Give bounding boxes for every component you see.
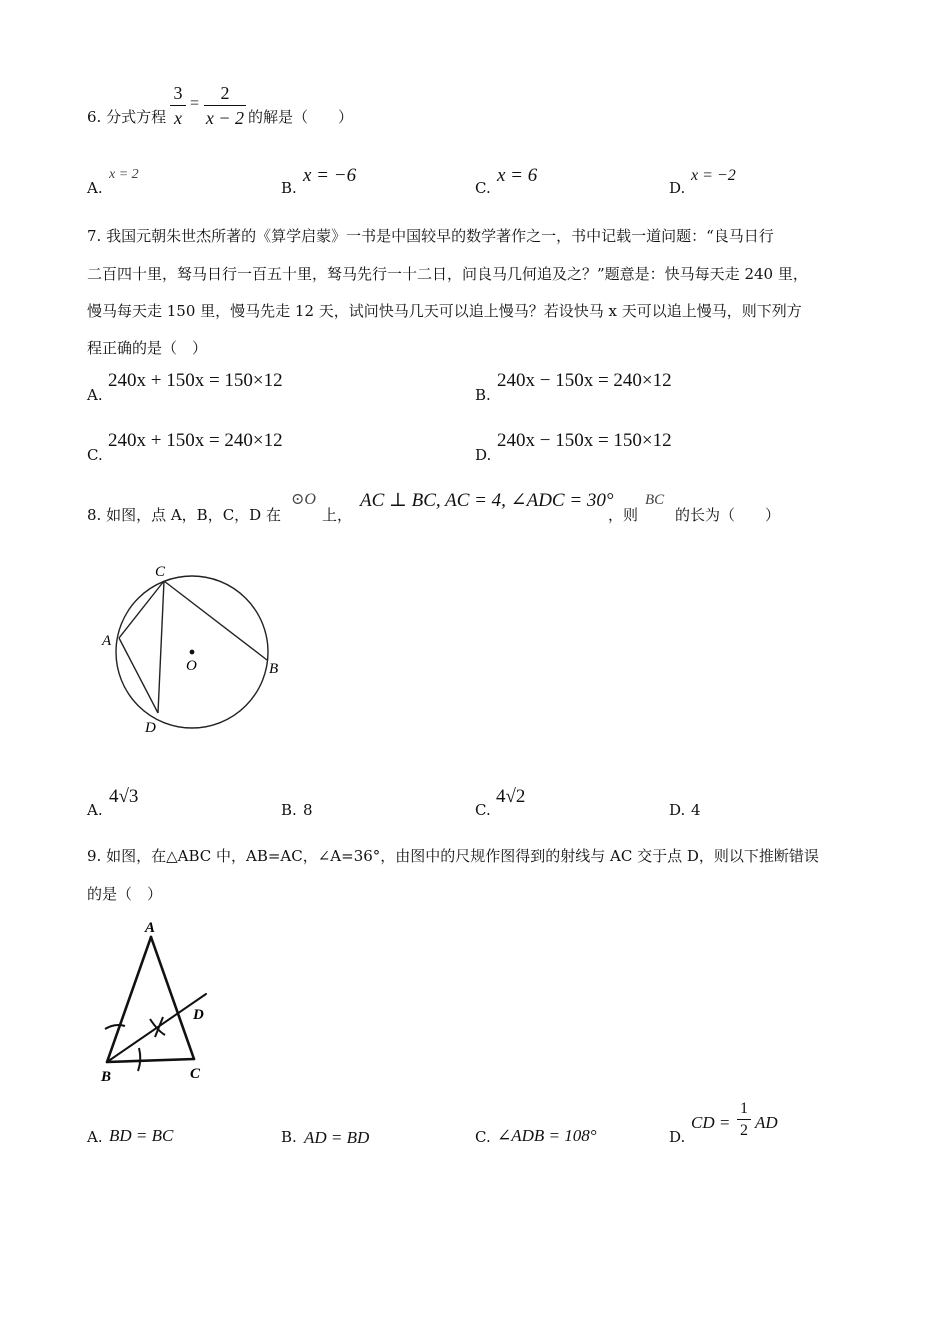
q6-stem-suffix: 的解是（ ） (248, 108, 354, 126)
q9-side-bc (107, 1059, 194, 1062)
q9-option-d-fraction: 1 2 (737, 1099, 751, 1140)
q9-label-d: D (193, 1007, 204, 1023)
q6-stem: 6. 分式方程 (87, 108, 167, 126)
q8-target: BC (645, 492, 665, 508)
q8-segment-ad (119, 638, 158, 713)
q9-option-b-value: AD = BD (304, 1128, 370, 1147)
q8-condition: AC ⊥ BC, AC = 4, ∠ADC = 30° (360, 490, 614, 511)
q8-option-c-value: 4√2 (496, 786, 526, 807)
q7-line-4: 程正确的是（ ） (87, 339, 208, 357)
q6-option-a-letter: A. (87, 179, 103, 197)
q8-stem-suffix: 的长为（ ） (675, 506, 781, 524)
q7-option-c-value: 240x + 150x = 240×12 (108, 430, 283, 451)
q7-option-a-letter: A. (87, 386, 103, 404)
q9-label-b: B (101, 1069, 112, 1085)
q9-option-d-letter: D. (669, 1128, 686, 1146)
q8-option-d-value: 4 (691, 801, 701, 819)
q6-option-b-letter: B. (281, 179, 297, 197)
q8-segment-ca (119, 581, 164, 638)
q8-on: 上， (322, 506, 353, 524)
q7-line-2: 二百四十里，驽马日行一百五十里，驽马先行一十二日，问良马几何追及之？”题意是：快马每天走 240 里， (87, 265, 808, 283)
q9-option-c-letter: C. (475, 1128, 491, 1146)
q9-option-c-value: ∠ADB = 108° (497, 1126, 597, 1145)
q7-option-b-value: 240x − 150x = 240×12 (497, 370, 672, 391)
q8-option-b-letter: B. (281, 801, 297, 819)
q6-fraction-left: 3 x (170, 82, 186, 129)
q6-fraction-right: 2 x − 2 (205, 83, 245, 128)
q8-option-a-letter: A. (87, 801, 103, 819)
q9-option-d-prefix: CD = (691, 1113, 731, 1132)
q6-option-a-value: x = 2 (109, 167, 139, 182)
q9-side-ac (151, 937, 194, 1059)
q6-option-c-letter: C. (475, 179, 491, 197)
q8-option-a-value: 4√3 (109, 786, 139, 807)
q9-option-b-letter: B. (281, 1128, 297, 1146)
q8-circle-symbol: ⊙O (291, 491, 316, 508)
q8-stem: 8. 如图，点 A，B，C，D 在 (87, 506, 281, 524)
q9-option-a-letter: A. (87, 1128, 103, 1146)
q8-segment-dc (158, 581, 164, 713)
q7-line-3: 慢马每天走 150 里，慢马先走 12 天，试问快马几天可以追上慢马？若设快马 x 天可以追上慢马，则下列方 (87, 302, 802, 320)
q9-arc-on-ab (105, 1025, 125, 1029)
q9-label-c: C (190, 1066, 201, 1082)
q7-option-c-letter: C. (87, 446, 103, 464)
q8-option-c-letter: C. (475, 801, 491, 819)
q6-option-d-letter: D. (669, 179, 686, 197)
q6-option-c-value: x = 6 (497, 165, 538, 186)
q8-then: ，则 (608, 506, 639, 524)
q8-center-dot (190, 650, 195, 655)
q8-label-a: A (102, 633, 112, 649)
q8-label-o: O (186, 658, 197, 674)
q9-line-2: 的是（ ） (87, 885, 163, 903)
q9-triangle-figure (95, 915, 225, 1085)
q9-arc-on-bc (138, 1048, 140, 1071)
q7-option-d-letter: D. (475, 446, 492, 464)
q9-label-a: A (145, 920, 156, 936)
q9-line-1: 9. 如图，在△ABC 中，AB=AC，∠A=36°，由图中的尺规作图得到的射线与 AC 交于点 D，则以下推断错误 (87, 847, 819, 865)
q7-option-b-letter: B. (475, 386, 491, 404)
q7-line-1: 7. 我国元朝朱世杰所著的《算学启蒙》一书是中国较早的数学著作之一，书中记载一道问题：“良马日行 (87, 227, 774, 245)
q8-segment-cb (164, 581, 267, 660)
q8-label-c: C (155, 564, 166, 580)
q8-label-d: D (145, 720, 156, 736)
q6-option-d-value: x = −2 (691, 167, 736, 184)
q8-option-b-value: 8 (303, 801, 313, 819)
q9-option-a-value: BD = BC (109, 1126, 174, 1145)
q9-side-ab (107, 937, 151, 1062)
q9-option-d-suffix: AD (755, 1113, 778, 1132)
q8-label-b: B (269, 661, 279, 677)
q7-option-d-value: 240x − 150x = 150×12 (497, 430, 672, 451)
q6-equals: = (189, 95, 200, 112)
q7-option-a-value: 240x + 150x = 150×12 (108, 370, 283, 391)
q6-option-b-value: x = −6 (303, 165, 357, 186)
q8-option-d-letter: D. (669, 801, 686, 819)
q8-circle-figure (95, 560, 285, 740)
